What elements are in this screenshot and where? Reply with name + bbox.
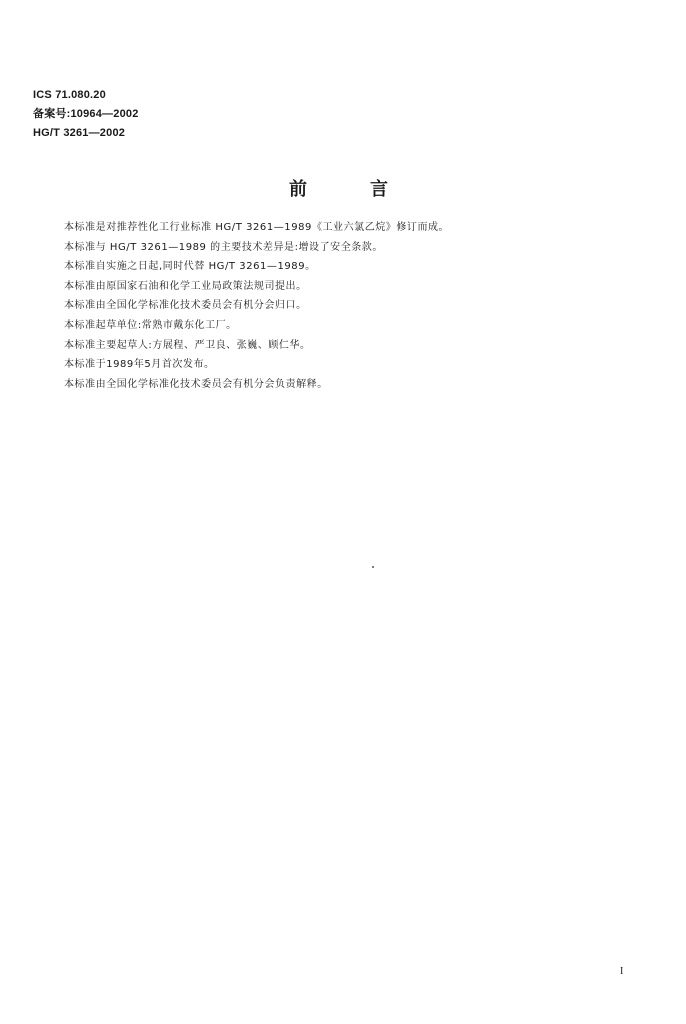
paragraph-2: 本标准与 HG/T 3261—1989 的主要技术差异是:增设了安全条款。 [64, 241, 383, 253]
document-header [33, 86, 139, 143]
page-title [0, 177, 686, 203]
paragraph-7: 本标准主要起草人:方展程、严卫良、张巍、顾仁华。 [64, 339, 311, 351]
title-char-2: 言 [370, 179, 388, 200]
paragraph-9: 本标准由全国化学标准化技术委员会有机分会负责解释。 [64, 378, 328, 390]
standard-number: HG/T 3261—2002 [33, 127, 126, 139]
paragraph-6: 本标准起草单位:常熟市戴东化工厂。 [64, 319, 237, 331]
page-number: I [620, 966, 624, 977]
paragraph-8: 本标准于1989年5月首次发布。 [64, 359, 215, 371]
record-number: 备案号:10964—2002 [33, 108, 139, 120]
paragraph-1: 本标准是对推荐性化工行业标准 HG/T 3261—1989《工业六氯乙烷》修订而成。 [64, 222, 450, 233]
paragraph-3: 本标准自实施之日起,同时代替 HG/T 3261—1989。 [64, 261, 316, 273]
foreword-body [64, 218, 664, 394]
scan-speck [372, 566, 374, 568]
title-char-1: 前 [289, 179, 307, 200]
paragraph-4: 本标准由原国家石油和化学工业局政策法规司提出。 [64, 280, 307, 292]
ics-code: ICS 71.080.20 [33, 89, 106, 101]
paragraph-5: 本标准由全国化学标准化技术委员会有机分会归口。 [64, 300, 307, 312]
